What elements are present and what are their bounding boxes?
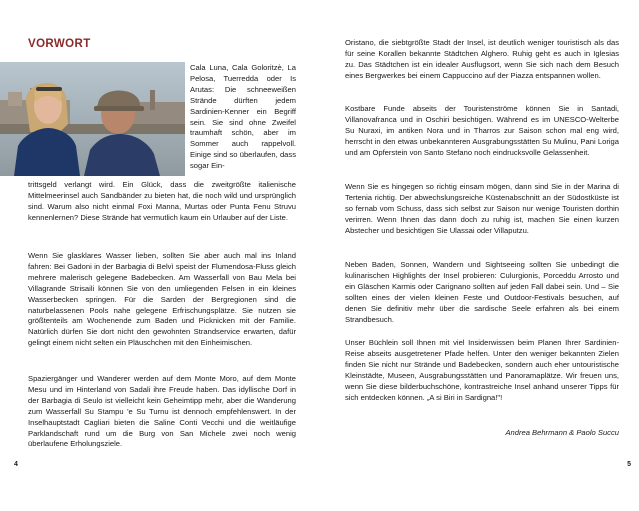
paragraph-solitude: Wenn Sie es hingegen so richtig einsam mögen, dann sind Sie in der Marina di Tertenia richtig. Der abwechslungsreiche Küstenabschnitt an der Südostküste ist so fernab vom Schuss, dass sich selbst zur Saison nur wenige Touristen dorthin verirren. Wenn Ihnen das dann doch zu ruhig ist, machen Sie einen kurzen Abstecher und besichtigen Sie Ulassai oder Villaputzu. — [345, 182, 619, 235]
authors-photo — [0, 62, 185, 176]
paragraph-closing: Unser Büchlein soll Ihnen mit viel Insiderwissen beim Planen Ihrer Sardinien-Reise abseits ausgetretener Pfade helfen. Unter den weniger bekannten Zielen finden Sie nicht nur Strände und Badebecken, sondern auch eher untouristische Kleinstädte, Museen, Ausgrabungsstätten und Panoramaplätze. Wir freuen uns, wenn Sie diese bilderbuchschöne, kontrastreiche Insel anhand unserer Tipps für sich entdecken können. „A si Biri in Sardigna!"! — [345, 338, 619, 402]
intro-text-continued: trittsgeld verlangt wird. Ein Glück, dass die zweitgrößte italienische Mittelmeerinsel auch Sandbänder zu bieten hat, die noch wild und ursprünglich sind. Warum also nicht einmal Foxi Manna, Murtas oder Punta Fenu Struvu kennenlernen? Diese Strände hat vermutlich kaum ein Urlauber auf der Liste. — [28, 180, 296, 222]
right-page — [320, 0, 639, 511]
paragraph-hiking: Spaziergänger und Wanderer werden auf dem Monte Moro, auf dem Monte Mesu und im Hinterland von Sadali ihre Freude haben. Das idyllische Dorf in der Barbagia di Seulo ist vielleicht kein Geheimtipp mehr, aber die Wanderung zum Wasserfall Su Stampu 'e Su Turnu ist dennoch empfehlenswert. In der Inselhauptstadt Cagliari bieten die Saline Conti Vecchi und die weitläufige Parklandschaft rund um die Burg von San Michele zwei noch wenig überlaufene Erholungsziele. — [28, 374, 296, 449]
page-number-right: 5 — [627, 461, 631, 468]
paragraph-inland-water: Wenn Sie glasklares Wasser lieben, sollten Sie aber auch mal ins Inland fahren: Bei Gadoni in der Barbagia di Belvì speist der Flumendosa-Fluss gleich mehrere malerisch gelegene Badebecken. Am Wasserfall von Bau Mela bei Villagrande Strisaili können Sie von den umliegenden Felsen in ein kleines Wasserbecken springen. Für die Sarden der Bergregionen sind die naturbelassenen Pools nahe gelegene Erfrischungsplätze. Sie nutzen sie größtenteils am Wochenende zum Baden und Picknicken mit der Familie. Natürlich dürfen Sie dort nicht den gewohnten Strandservice erwarten, dafür gelingt einem nicht selten ein Pläuschchen mit den Einheimischen. — [28, 251, 296, 348]
left-page — [0, 0, 319, 511]
page-heading: VORWORT — [28, 38, 91, 50]
paragraph-archaeology: Kostbare Funde abseits der Touristenströme können Sie in Santadi, Villanovafranca und in Oschiri besichtigen. Während es im UNESCO-Welterbe Su Nuraxi, im antiken Nora und in Tharros zur Saison schon mal eng wird, herrscht in den etwas unbekannteren Ausgrabungsstätten Su Mulinu, Pani Loriga und am Opferstein von Santo Stefano noch eindrucksvolle Gelassenheit. — [345, 104, 619, 157]
author-signature: Andrea Behrmann & Paolo Succu — [505, 428, 619, 437]
intro-text-beside-photo: Cala Luna, Cala Goloritzè, La Pelosa, Tuerredda oder Is Arutas: Die schneeweißen Strände dürften jedem Sardinien-Kenner ein Begriff sein. Sie sind ohne Zweifel traumhaft schön, aber im Sommer auch rappelvoll. Einige sind so überlaufen, dass sogar Ein- — [190, 63, 296, 171]
paragraph-oristano: Oristano, die siebtgrößte Stadt der Insel, ist deutlich weniger touristisch als das für seine Korallen bekannte Städtchen Alghero. Ruhig geht es auch in Iglesias zu. Das Städtchen ist ein idealer Ausflugsort, wenn Sie sich nach dem Besuch eines Bergwerkes bei einem Cappuccino auf der Piazza entspannen wollen. — [345, 38, 619, 80]
paragraph-culinary: Neben Baden, Sonnen, Wandern und Sightseeing sollten Sie unbedingt die kulinarischen Highlights der Insel probieren: Culurgionis, Porceddu Arrosto und ein Gläschen Karmis oder Carignano sollten auf jeden Fall dabei sein. Und – Sie sollten eines der vielen kleinen Feste und Outdoor-Festivals besuchen, auf denen Sie definitiv mehr über die sardische Seele erfahren als bei einem Strandbesuch. — [345, 260, 619, 324]
page-number-left: 4 — [14, 461, 18, 468]
